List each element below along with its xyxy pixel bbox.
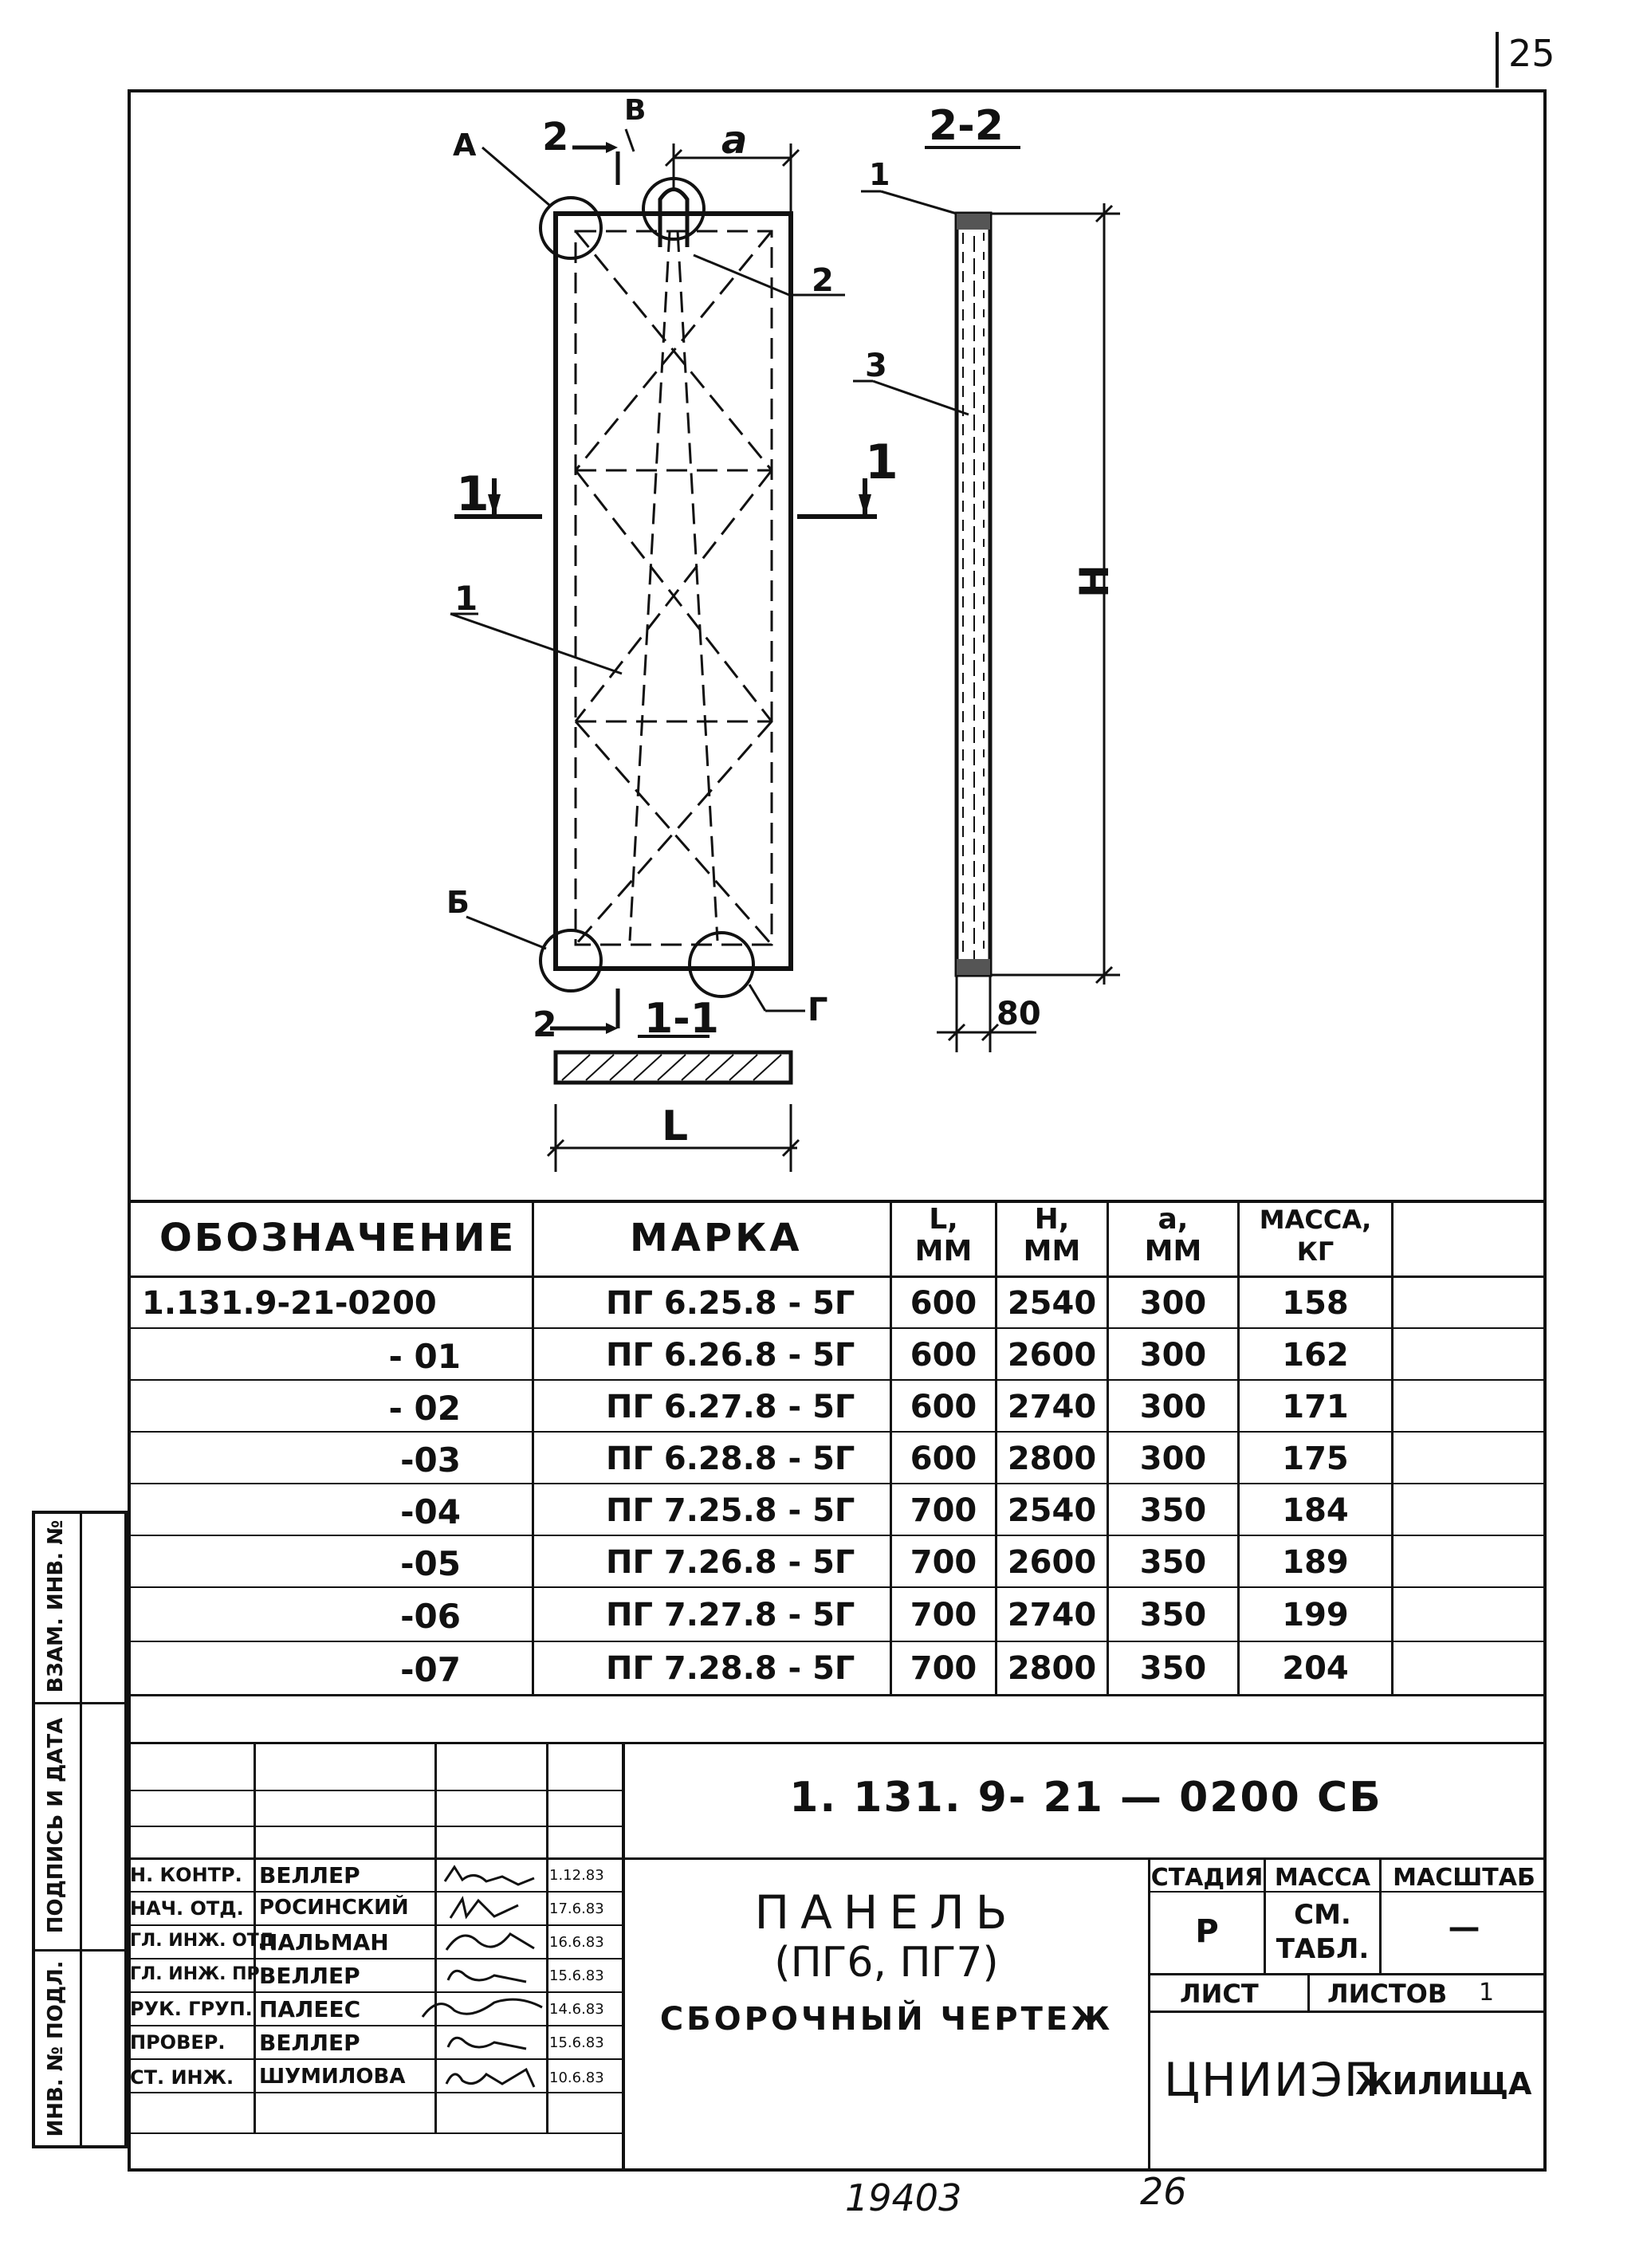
header-mass: МАССА, КГ	[1259, 1205, 1372, 1267]
dim-80-label: 80	[996, 996, 1041, 1032]
row-3-h: 2800	[1007, 1441, 1097, 1477]
sig-6-date: 10.6.83	[549, 2070, 604, 2086]
row-2-mass: 171	[1282, 1389, 1349, 1425]
scale-label: МАСШТАБ	[1393, 1864, 1535, 1892]
sig-6-signature	[438, 2062, 542, 2092]
row-0-mark: ПГ 6.25.8 - 5Г	[606, 1285, 855, 1322]
page-number: 25	[1508, 32, 1555, 75]
row-7-mark: ПГ 7.28.8 - 5Г	[606, 1650, 855, 1687]
title-line-3: СБОРОЧНЫЙ ЧЕРТЕЖ	[659, 2001, 1114, 2038]
row-5-mark: ПГ 7.26.8 - 5Г	[606, 1544, 855, 1581]
row-5-h: 2600	[1007, 1544, 1097, 1581]
header-mark: МАРКА	[630, 1216, 803, 1260]
section-1-1-title: 1-1	[644, 995, 719, 1043]
scale-value: —	[1448, 1909, 1480, 1946]
row-0-h: 2540	[1007, 1285, 1097, 1322]
mass-value-2: ТАБЛ.	[1276, 1933, 1370, 1965]
row-0-l: 600	[910, 1285, 977, 1322]
row-6-l: 700	[910, 1597, 977, 1633]
cut-mark-2-top: 2	[542, 115, 569, 159]
row-2-h: 2740	[1007, 1389, 1097, 1425]
sig-3-name: ВЕЛЛЕР	[259, 1963, 360, 1989]
inventory-number: 19403	[845, 2176, 962, 2219]
row-4-l: 700	[910, 1492, 977, 1529]
row-7-a: 350	[1139, 1650, 1207, 1687]
sig-0-name: ВЕЛЛЕР	[259, 1862, 360, 1889]
row-4-a: 350	[1139, 1492, 1207, 1529]
row-6-a: 350	[1139, 1597, 1207, 1633]
header-a: a, ММ	[1144, 1203, 1202, 1268]
header-l: L, ММ	[914, 1203, 973, 1268]
sig-1-role: НАЧ. ОТД.	[130, 1897, 244, 1920]
row-1-mark: ПГ 6.26.8 - 5Г	[606, 1337, 855, 1374]
row-5-designation: -05	[400, 1544, 461, 1583]
sig-3-signature	[438, 1961, 542, 1988]
row-0-designation: 1.131.9-21-0200	[142, 1285, 437, 1322]
sig-1-signature	[438, 1894, 542, 1923]
row-4-mass: 184	[1282, 1492, 1349, 1529]
row-3-l: 600	[910, 1441, 977, 1477]
callout-b-label: Б	[446, 885, 470, 920]
callout-a-label: А	[453, 128, 477, 163]
row-6-mass: 199	[1282, 1597, 1349, 1633]
sig-0-signature	[438, 1862, 542, 1889]
doc-code: 1. 131. 9- 21 — 0200 СБ	[789, 1774, 1382, 1822]
row-5-a: 350	[1139, 1544, 1207, 1581]
row-2-mark: ПГ 6.27.8 - 5Г	[606, 1389, 855, 1425]
sig-4-role: РУК. ГРУП.	[130, 1998, 253, 2020]
cut-mark-1-right: 1	[865, 434, 898, 490]
sheet-number: 26	[1140, 2170, 1187, 2213]
mass-label: МАССА	[1274, 1864, 1371, 1892]
row-3-a: 300	[1139, 1441, 1207, 1477]
callout-circle-b	[541, 930, 601, 991]
dim-l-label: L	[662, 1103, 689, 1150]
sig-2-name: ПАЛЬМАН	[259, 1929, 389, 1956]
dim-h-label: H	[1071, 564, 1118, 598]
row-5-l: 700	[910, 1544, 977, 1581]
row-7-mass: 204	[1282, 1650, 1349, 1687]
dim-a-label: a	[721, 118, 748, 163]
stage-label: СТАДИЯ	[1150, 1864, 1264, 1892]
item-1-label: 1	[454, 579, 478, 618]
sheet-label: ЛИСТ	[1180, 1979, 1259, 2009]
sig-3-role: ГЛ. ИНЖ. ПР.	[130, 1964, 266, 1984]
sig-3-date: 15.6.83	[549, 1967, 604, 1984]
side-stamp-inv-podl: ИНВ. № ПОДЛ.	[44, 1960, 68, 2137]
callout-v-label: В	[624, 94, 647, 127]
section-2-2-title: 2-2	[929, 102, 1004, 150]
row-6-h: 2740	[1007, 1597, 1097, 1633]
sig-6-name: ШУМИЛОВА	[259, 2065, 406, 2089]
row-2-l: 600	[910, 1389, 977, 1425]
sig-2-signature	[438, 1926, 542, 1956]
sig-5-role: ПРОВЕР.	[130, 2031, 226, 2054]
sheets-label: ЛИСТОВ	[1327, 1979, 1448, 2009]
side-item-1-label: 1	[869, 157, 890, 192]
cut-mark-1-left: 1	[456, 466, 489, 522]
row-1-h: 2600	[1007, 1337, 1097, 1374]
row-7-h: 2800	[1007, 1650, 1097, 1687]
row-3-mark: ПГ 6.28.8 - 5Г	[606, 1441, 855, 1477]
row-1-l: 600	[910, 1337, 977, 1374]
row-4-h: 2540	[1007, 1492, 1097, 1529]
row-3-designation: -03	[400, 1441, 461, 1480]
header-designation: ОБОЗНАЧЕНИЕ	[159, 1216, 517, 1260]
row-2-designation: - 02	[388, 1389, 461, 1428]
row-1-designation: - 01	[388, 1337, 461, 1376]
cut-mark-2-bottom: 2	[533, 1004, 557, 1045]
sig-5-name: ВЕЛЛЕР	[259, 2030, 360, 2056]
row-6-designation: -06	[400, 1597, 461, 1636]
sig-5-date: 15.6.83	[549, 2034, 604, 2051]
row-1-a: 300	[1139, 1337, 1207, 1374]
sig-2-date: 16.6.83	[549, 1934, 604, 1951]
reinforcement-cage	[576, 231, 772, 945]
title-block-top-rule	[128, 1742, 1547, 1744]
item-2-label: 2	[812, 262, 834, 299]
title-line-1: ПАНЕЛЬ	[754, 1885, 1019, 1940]
org-main: ЦНИИЭП	[1164, 2053, 1381, 2107]
row-0-a: 300	[1139, 1285, 1207, 1322]
row-4-designation: -04	[400, 1492, 461, 1531]
sheets-value: 1	[1479, 1979, 1495, 2007]
side-stamp-podpis-data: ПОДПИСЬ И ДАТА	[44, 1717, 68, 1934]
row-2-a: 300	[1139, 1389, 1207, 1425]
table-header-rule	[128, 1276, 1547, 1278]
callout-circle-a	[541, 198, 601, 258]
row-3-mass: 175	[1282, 1441, 1349, 1477]
sig-4-name: ПАЛЕЕС	[259, 1996, 361, 2022]
sig-6-role: СТ. ИНЖ.	[130, 2066, 234, 2089]
row-5-mass: 189	[1282, 1544, 1349, 1581]
table-top-rule	[128, 1200, 1547, 1203]
sig-0-date: 1.12.83	[549, 1867, 604, 1884]
stage-value: Р	[1195, 1913, 1219, 1950]
sig-4-signature	[415, 1991, 546, 2023]
reinforcement-diagonals	[576, 231, 772, 945]
row-4-mark: ПГ 7.25.8 - 5Г	[606, 1492, 855, 1529]
side-stamp-vzam-inv: ВЗАМ. ИНВ. №	[44, 1519, 68, 1693]
callout-g-label: Г	[808, 992, 828, 1028]
row-6-mark: ПГ 7.27.8 - 5Г	[606, 1597, 855, 1633]
org-suffix: ЖИЛИЩА	[1355, 2066, 1532, 2101]
sig-1-name: РОСИНСКИЙ	[259, 1896, 409, 1920]
sig-5-signature	[438, 2028, 542, 2055]
header-h: H, ММ	[1023, 1203, 1081, 1268]
row-0-mass: 158	[1282, 1285, 1349, 1322]
sig-0-role: Н. КОНТР.	[130, 1864, 242, 1886]
callout-circle-g	[690, 933, 753, 996]
row-7-designation: -07	[400, 1650, 461, 1689]
item-3-label: 3	[865, 348, 887, 384]
mass-value-1: СМ.	[1294, 1899, 1351, 1931]
sig-2-role: ГЛ. ИНЖ. ОТД	[130, 1931, 275, 1951]
title-line-2: (ПГ6, ПГ7)	[774, 1939, 999, 1987]
sig-4-date: 14.6.83	[549, 2001, 604, 2018]
row-1-mass: 162	[1282, 1337, 1349, 1374]
row-7-l: 700	[910, 1650, 977, 1687]
table-bottom-rule	[128, 1694, 1547, 1696]
sig-1-date: 17.6.83	[549, 1900, 604, 1917]
panel-front-view	[556, 214, 791, 969]
